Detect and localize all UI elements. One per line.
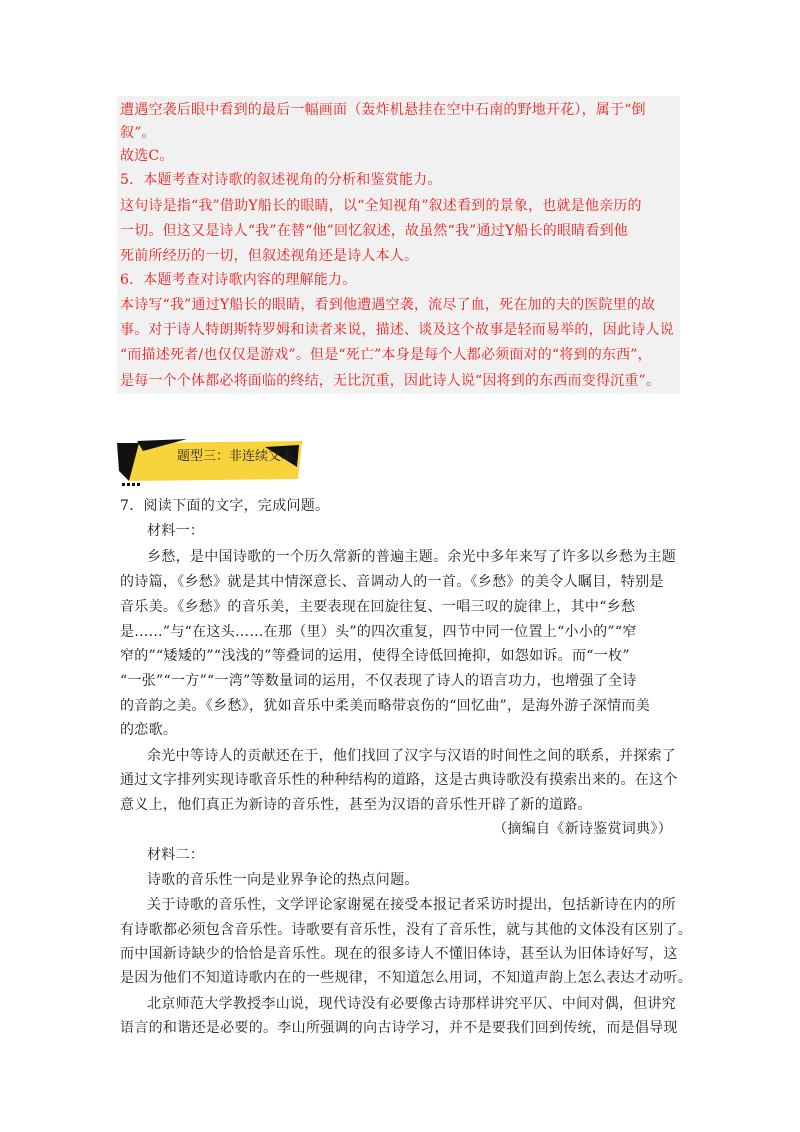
answer-line: “而描述死者/也仅仅是游戏”。但是“死亡”本身是每个人都必须面对的“将到的东西”， (120, 347, 652, 363)
material1-paragraph-line: 通过文字排列实现诗歌音乐性的种种结构的道路，这是古典诗歌没有摸索出来的。在这个 (120, 772, 678, 788)
material1-paragraph-line: 余光中等诗人的贡献还在于，他们找回了汉字与汉语的时间性之间的联系，并探索了 (147, 748, 677, 764)
material1-paragraph-line: “一张”“一方”“一湾”等数量词的运用，不仅表现了诗人的语言功力，也增强了全诗 (120, 673, 637, 689)
material2-title: 材料二： (147, 847, 205, 863)
answer-line: 叙”。 (120, 125, 156, 141)
material1-paragraph-line: 的恋歌。 (120, 722, 178, 738)
material1-source: （摘编自《新诗鉴赏词典》） (493, 821, 672, 837)
material2-paragraph-line: 有诗歌都必须包含音乐性。诗歌要有音乐性，没有了音乐性，就与其他的文体没有区别了。 (120, 922, 692, 938)
material2-paragraph-line: 北京师范大学教授李山说，现代诗没有必要像古诗那样讲究平仄、中间对偶，但讲究 (147, 996, 677, 1012)
answer-line: 遭遇空袭后眼中看到的最后一幅画面（轰炸机悬挂在空中石南的野地开花），属于“倒 (120, 102, 646, 118)
answer-line: 事。对于诗人特朗斯特罗姆和读者来说，描述、谈及这个故事是轻而易举的，因此诗人说 (120, 322, 674, 338)
answer-line: 6．本题考查对诗歌内容的理解能力。 (120, 272, 357, 288)
material1-paragraph-line: 乡愁，是中国诗歌的一个历久常新的普遍主题。余光中多年来写了许多以乡愁为主题 (147, 549, 677, 565)
answer-line: 故选C。 (120, 148, 174, 164)
answer-line: 一切。但这又是诗人“我”在替“他”回忆叙述，故虽然“我”通过Y船长的眼睛看到他 (120, 223, 628, 239)
material2-paragraph-line: 是因为他们不知道诗歌内在的一些规律，不知道怎么用词，不知道声韵上怎么表达才动听。 (120, 970, 692, 986)
question-stem: 7．阅读下面的文字，完成问题。 (120, 498, 330, 514)
answer-line: 死前所经历的一切，但叙述视角还是诗人本人。 (120, 248, 419, 264)
material1-paragraph-line: 的音韵之美。《乡愁》，犹如音乐中柔美而略带哀伤的“回忆曲”，是海外游子深情而美 (120, 698, 651, 714)
material1-paragraph-line: 窄的”“矮矮的”“浅浅的”等叠词的运用，使得全诗低回掩抑，如怨如诉。而“一枚” (120, 648, 630, 664)
answer-line: 5．本题考查对诗歌的叙述视角的分析和鉴赏能力。 (120, 172, 442, 188)
answer-line: 这句诗是指“我”借助Y船长的眼睛，以“全知视角”叙述看到的景象，也就是他亲历的 (120, 198, 642, 214)
material1-paragraph-line: 的诗篇，《乡愁》就是其中情深意长、音调动人的一首。《乡愁》的美令人瞩目，特别是 (120, 574, 664, 590)
material1-title: 材料一： (147, 523, 205, 539)
material1-paragraph-line: 意义上，他们真正为新诗的音乐性，甚至为汉语的音乐性开辟了新的道路。 (120, 797, 592, 813)
material2-paragraph-line: 而中国新诗缺少的恰恰是音乐性。现在的很多诗人不懂旧体诗，甚至认为旧体诗好写，这 (120, 946, 678, 962)
material1-paragraph-line: 是……”与“在这头……在那（里）头”的四次重复，四节中同一位置上“小小的”“窄 (120, 624, 637, 640)
material2-paragraph-line: 关于诗歌的音乐性，文学评论家谢冕在接受本报记者采访时提出，包括新诗在内的所 (147, 897, 677, 913)
section-banner (117, 437, 302, 477)
material1-paragraph-line: 音乐美。《乡愁》的音乐美，主要表现在回旋往复、一唱三叹的旋律上，其中“乡愁 (120, 599, 636, 615)
answer-line: 是每一个个体都必将面临的终结，无比沉重，因此诗人说“因将到的东西而变得沉重”。 (120, 373, 661, 389)
answer-line: 本诗写“我”通过Y船长的眼睛，看到他遭遇空袭，流尽了血，死在加的夫的医院里的故 (120, 297, 656, 313)
section-tag-label: 题型三：非连续文本 (177, 449, 295, 464)
material2-paragraph-line: 诗歌的音乐性一向是业界争论的热点问题。 (147, 872, 419, 888)
material2-paragraph-line: 语言的和谐还是必要的。李山所强调的向古诗学习，并不是要我们回到传统，而是倡导现 (120, 1020, 678, 1036)
